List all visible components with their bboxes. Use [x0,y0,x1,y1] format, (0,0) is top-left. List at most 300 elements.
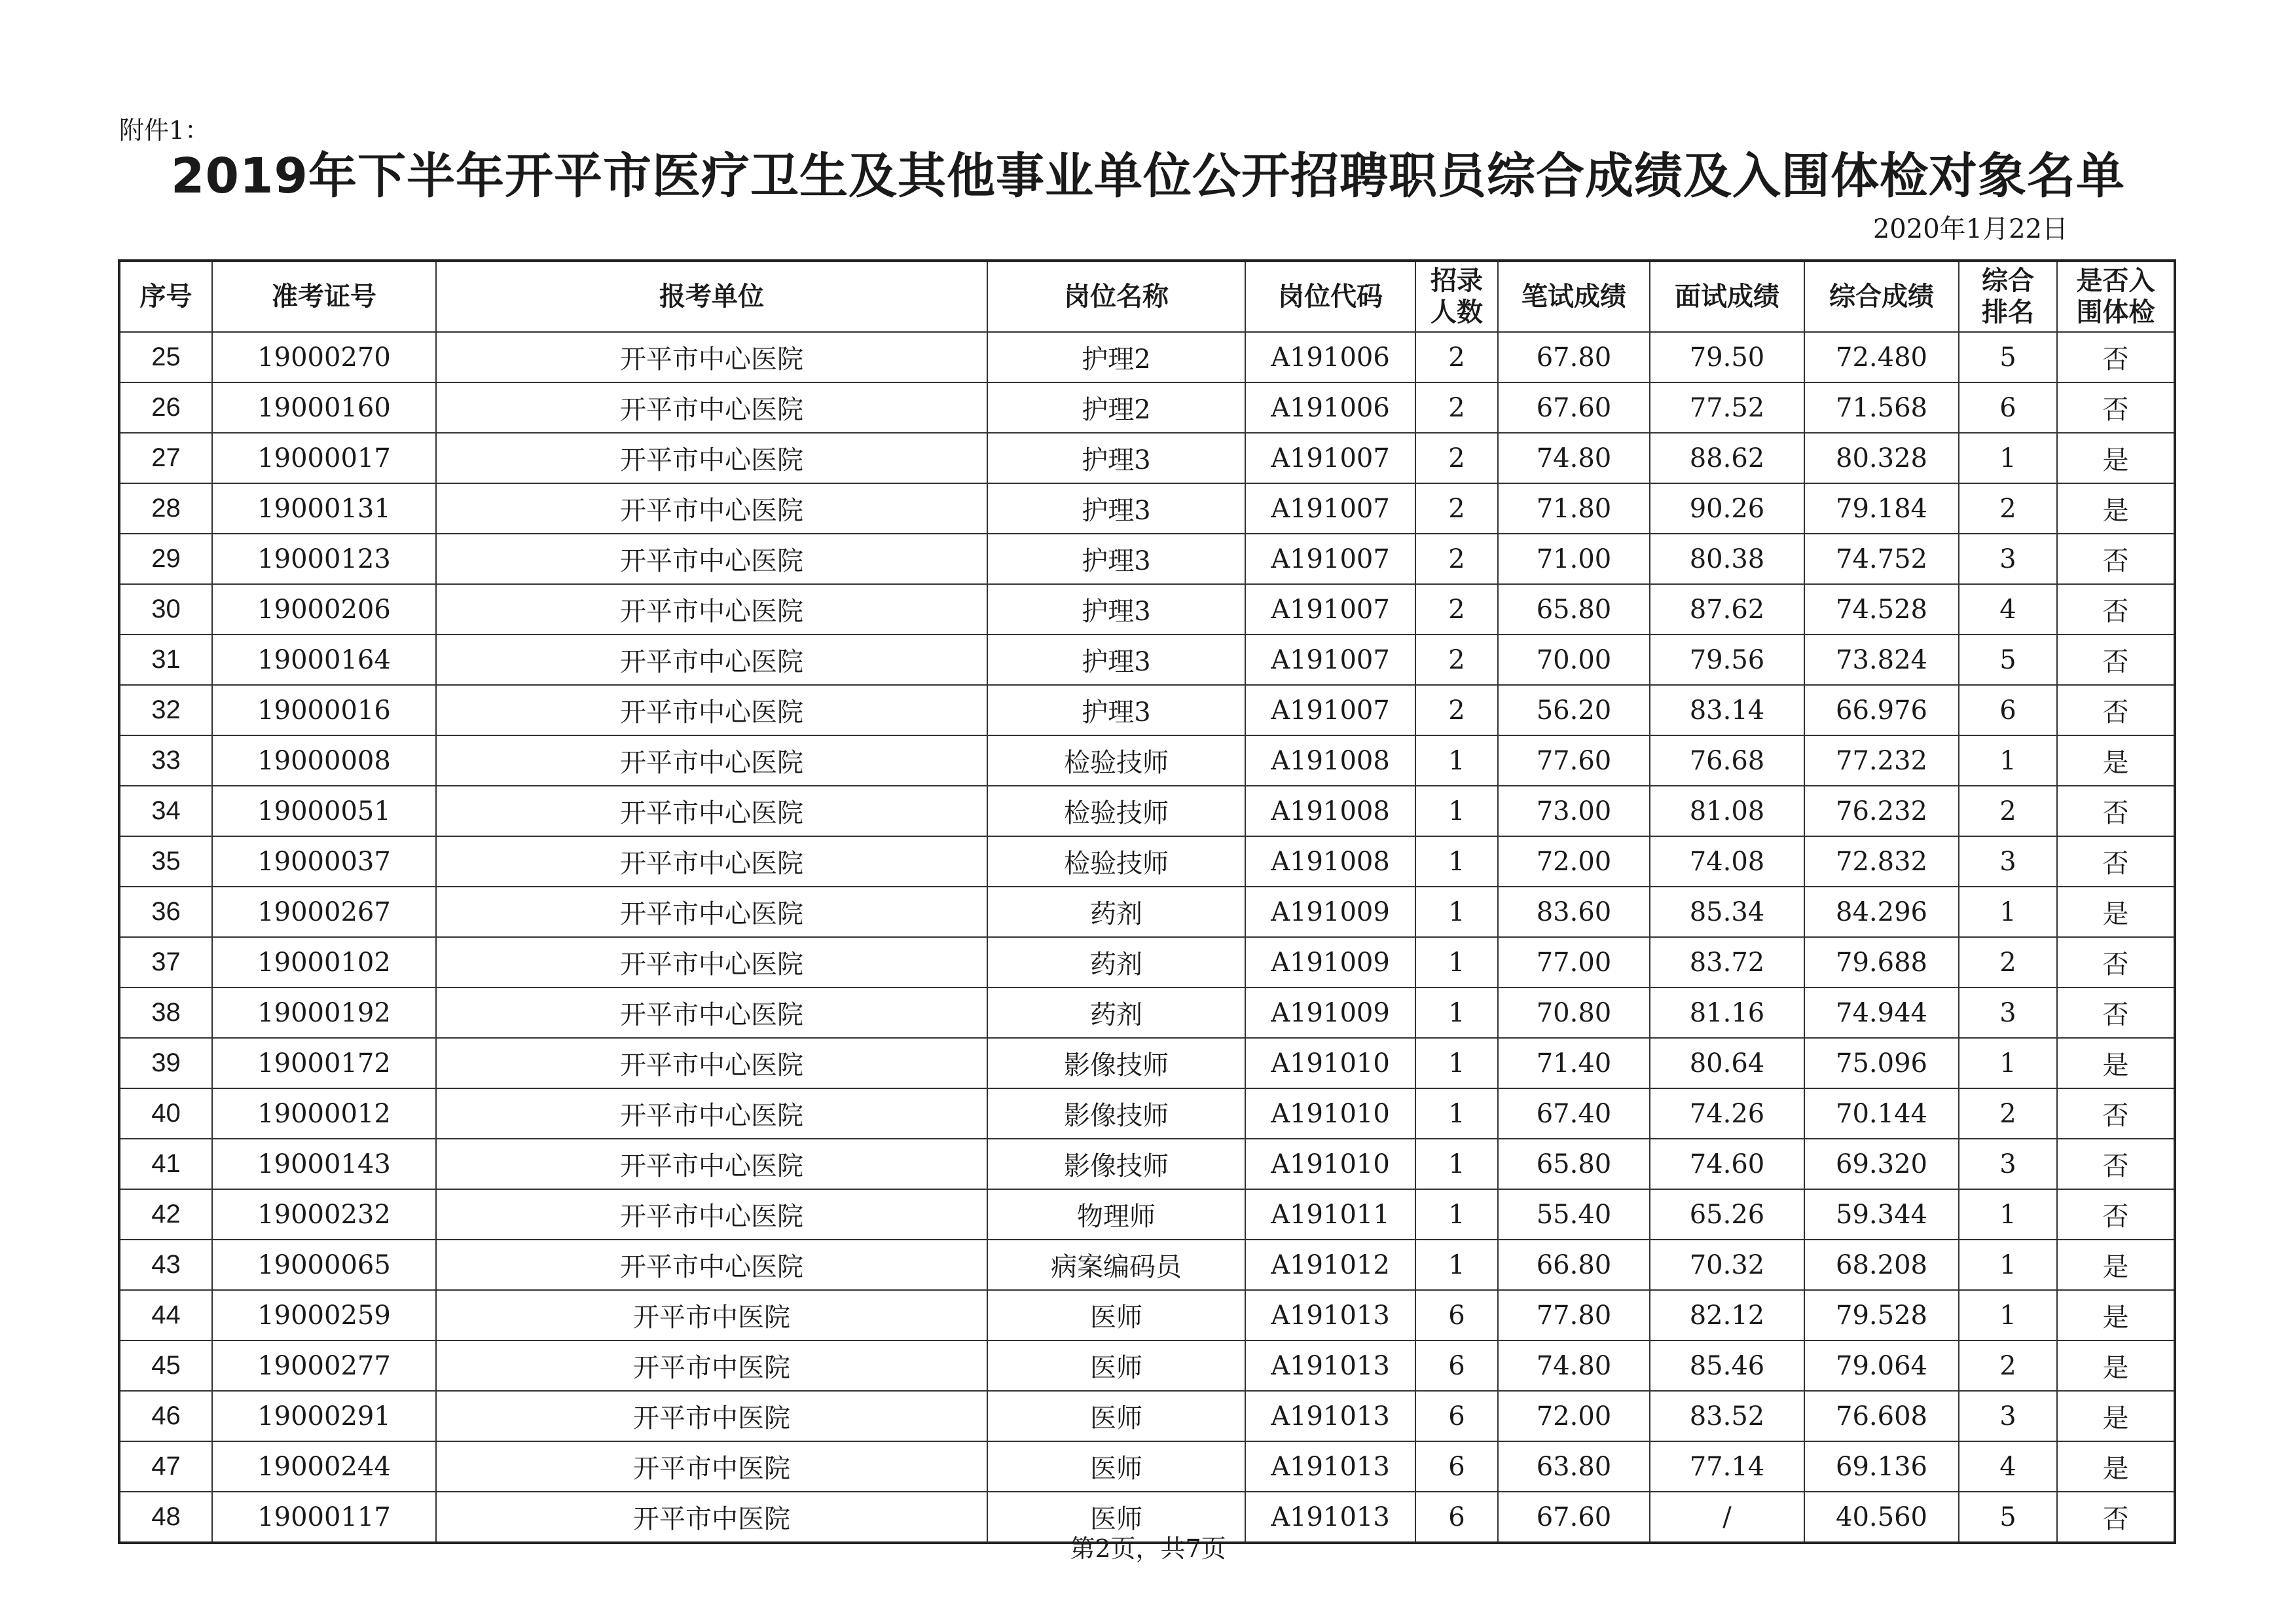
cell-quota: 2 [1415,483,1498,534]
cell-quota: 1 [1415,1139,1498,1189]
cell-position-code: A191006 [1245,332,1415,382]
col-header-written: 笔试成绩 [1498,261,1650,332]
cell-physical: 否 [2057,332,2175,382]
cell-position: 护理3 [987,685,1245,735]
cell-seq: 48 [119,1492,212,1543]
cell-unit: 开平市中心医院 [436,987,987,1038]
cell-total: 59.344 [1804,1189,1959,1240]
table-row [119,584,2175,635]
cell-physical: 是 [2057,1441,2175,1492]
cell-position: 影像技师 [987,1088,1245,1139]
cell-exam-no: 19000160 [212,382,436,433]
cell-physical: 是 [2057,1038,2175,1088]
cell-seq: 28 [119,483,212,534]
cell-position: 检验技师 [987,836,1245,887]
cell-interview: 74.60 [1650,1139,1804,1189]
cell-position: 护理3 [987,483,1245,534]
cell-seq: 41 [119,1139,212,1189]
cell-rank: 3 [1959,1391,2057,1441]
table-row [119,685,2175,735]
cell-seq: 44 [119,1290,212,1340]
cell-unit: 开平市中医院 [436,1441,987,1492]
cell-rank: 4 [1959,584,2057,635]
cell-physical: 是 [2057,1290,2175,1340]
cell-interview: / [1650,1492,1804,1543]
cell-written: 83.60 [1498,887,1650,937]
table-row [119,735,2175,786]
cell-quota: 2 [1415,382,1498,433]
cell-interview: 87.62 [1650,584,1804,635]
cell-unit: 开平市中心医院 [436,584,987,635]
cell-total: 72.480 [1804,332,1959,382]
cell-rank: 1 [1959,1290,2057,1340]
cell-unit: 开平市中医院 [436,1492,987,1543]
cell-written: 71.00 [1498,534,1650,584]
cell-interview: 80.64 [1650,1038,1804,1088]
cell-total: 72.832 [1804,836,1959,887]
cell-total: 66.976 [1804,685,1959,735]
cell-quota: 1 [1415,786,1498,836]
cell-position-code: A191007 [1245,635,1415,685]
cell-total: 79.688 [1804,937,1959,987]
cell-unit: 开平市中心医院 [436,332,987,382]
cell-position-code: A191013 [1245,1492,1415,1543]
cell-total: 40.560 [1804,1492,1959,1543]
cell-position-code: A191008 [1245,836,1415,887]
cell-rank: 1 [1959,1240,2057,1290]
cell-quota: 1 [1415,1240,1498,1290]
cell-quota: 2 [1415,534,1498,584]
cell-position-code: A191007 [1245,584,1415,635]
table-row [119,1391,2175,1441]
cell-position: 影像技师 [987,1038,1245,1088]
cell-interview: 88.62 [1650,433,1804,483]
table-row [119,887,2175,937]
cell-rank: 1 [1959,735,2057,786]
cell-interview: 79.56 [1650,635,1804,685]
cell-position-code: A191010 [1245,1038,1415,1088]
cell-seq: 47 [119,1441,212,1492]
cell-seq: 32 [119,685,212,735]
cell-written: 70.80 [1498,987,1650,1038]
cell-rank: 2 [1959,1340,2057,1391]
cell-physical: 否 [2057,1139,2175,1189]
cell-rank: 6 [1959,685,2057,735]
cell-interview: 83.14 [1650,685,1804,735]
cell-written: 70.00 [1498,635,1650,685]
cell-written: 67.60 [1498,1492,1650,1543]
cell-total: 71.568 [1804,382,1959,433]
cell-physical: 是 [2057,1240,2175,1290]
table-row [119,1139,2175,1189]
cell-seq: 35 [119,836,212,887]
cell-unit: 开平市中心医院 [436,1139,987,1189]
table-body [119,332,2175,1543]
cell-interview: 79.50 [1650,332,1804,382]
table-row [119,483,2175,534]
cell-unit: 开平市中医院 [436,1290,987,1340]
cell-exam-no: 19000259 [212,1290,436,1340]
cell-interview: 77.14 [1650,1441,1804,1492]
cell-physical: 否 [2057,786,2175,836]
cell-interview: 81.08 [1650,786,1804,836]
cell-seq: 37 [119,937,212,987]
cell-physical: 否 [2057,937,2175,987]
table-row [119,1088,2175,1139]
cell-quota: 1 [1415,735,1498,786]
table-row [119,1340,2175,1391]
cell-rank: 1 [1959,1189,2057,1240]
cell-position: 护理3 [987,534,1245,584]
cell-interview: 65.26 [1650,1189,1804,1240]
cell-interview: 82.12 [1650,1290,1804,1340]
cell-total: 74.752 [1804,534,1959,584]
table-row [119,1038,2175,1088]
cell-position-code: A191013 [1245,1441,1415,1492]
cell-seq: 34 [119,786,212,836]
cell-quota: 1 [1415,836,1498,887]
cell-seq: 43 [119,1240,212,1290]
cell-position: 医师 [987,1290,1245,1340]
table-row [119,1441,2175,1492]
cell-position-code: A191007 [1245,483,1415,534]
cell-position-code: A191011 [1245,1189,1415,1240]
cell-interview: 80.38 [1650,534,1804,584]
cell-physical: 是 [2057,433,2175,483]
cell-exam-no: 19000270 [212,332,436,382]
cell-total: 79.064 [1804,1340,1959,1391]
cell-interview: 77.52 [1650,382,1804,433]
cell-position: 医师 [987,1340,1245,1391]
col-header-quota [1415,261,1498,332]
cell-exam-no: 19000143 [212,1139,436,1189]
cell-quota: 6 [1415,1340,1498,1391]
cell-position: 检验技师 [987,786,1245,836]
cell-unit: 开平市中心医院 [436,786,987,836]
cell-physical: 否 [2057,685,2175,735]
cell-written: 67.60 [1498,382,1650,433]
cell-exam-no: 19000192 [212,987,436,1038]
table-row [119,836,2175,887]
cell-interview: 83.52 [1650,1391,1804,1441]
cell-position-code: A191007 [1245,685,1415,735]
col-header-unit: 报考单位 [436,261,987,332]
table-header-row [119,261,2175,332]
cell-position: 检验技师 [987,735,1245,786]
cell-physical: 否 [2057,987,2175,1038]
cell-exam-no: 19000206 [212,584,436,635]
cell-rank: 5 [1959,635,2057,685]
col-header-quota-text: 招录人数 [1430,266,1483,327]
cell-exam-no: 19000012 [212,1088,436,1139]
col-header-interview: 面试成绩 [1650,261,1804,332]
cell-position-code: A191013 [1245,1340,1415,1391]
cell-position-code: A191010 [1245,1088,1415,1139]
cell-exam-no: 19000164 [212,635,436,685]
col-header-physical [2057,261,2175,332]
cell-total: 74.944 [1804,987,1959,1038]
cell-unit: 开平市中心医院 [436,1038,987,1088]
cell-total: 79.184 [1804,483,1959,534]
cell-seq: 30 [119,584,212,635]
cell-exam-no: 19000037 [212,836,436,887]
cell-unit: 开平市中心医院 [436,1189,987,1240]
cell-rank: 2 [1959,483,2057,534]
cell-position-code: A191009 [1245,937,1415,987]
cell-physical: 是 [2057,887,2175,937]
cell-physical: 否 [2057,836,2175,887]
cell-position-code: A191013 [1245,1391,1415,1441]
cell-position: 护理2 [987,332,1245,382]
table-row [119,433,2175,483]
table-row [119,332,2175,382]
table-row [119,1189,2175,1240]
cell-physical: 否 [2057,534,2175,584]
cell-rank: 3 [1959,836,2057,887]
cell-position-code: A191008 [1245,786,1415,836]
cell-total: 73.824 [1804,635,1959,685]
col-header-rank-text: 综合排名 [1982,266,2034,327]
table-row [119,1240,2175,1290]
cell-written: 77.00 [1498,937,1650,987]
cell-position: 影像技师 [987,1139,1245,1189]
cell-rank: 2 [1959,937,2057,987]
cell-position-code: A191007 [1245,433,1415,483]
cell-quota: 2 [1415,433,1498,483]
cell-position-code: A191010 [1245,1139,1415,1189]
col-header-total: 综合成绩 [1804,261,1959,332]
cell-exam-no: 19000123 [212,534,436,584]
cell-unit: 开平市中心医院 [436,1240,987,1290]
cell-exam-no: 19000065 [212,1240,436,1290]
cell-physical: 否 [2057,635,2175,685]
cell-unit: 开平市中医院 [436,1391,987,1441]
cell-quota: 2 [1415,332,1498,382]
cell-quota: 6 [1415,1492,1498,1543]
cell-seq: 36 [119,887,212,937]
cell-written: 71.80 [1498,483,1650,534]
cell-rank: 1 [1959,433,2057,483]
cell-seq: 42 [119,1189,212,1240]
cell-exam-no: 19000172 [212,1038,436,1088]
cell-physical: 是 [2057,735,2175,786]
cell-exam-no: 19000017 [212,433,436,483]
col-header-position-code: 岗位代码 [1245,261,1415,332]
cell-unit: 开平市中心医院 [436,483,987,534]
cell-exam-no: 19000291 [212,1391,436,1441]
cell-unit: 开平市中心医院 [436,887,987,937]
cell-unit: 开平市中心医院 [436,534,987,584]
cell-physical: 否 [2057,1189,2175,1240]
cell-written: 74.80 [1498,433,1650,483]
cell-position: 护理3 [987,584,1245,635]
cell-position: 医师 [987,1391,1245,1441]
cell-position: 医师 [987,1492,1245,1543]
results-table [118,259,2176,1544]
cell-written: 65.80 [1498,1139,1650,1189]
cell-position: 药剂 [987,937,1245,987]
cell-seq: 33 [119,735,212,786]
cell-position-code: A191008 [1245,735,1415,786]
cell-exam-no: 19000232 [212,1189,436,1240]
cell-position: 病案编码员 [987,1240,1245,1290]
cell-interview: 74.08 [1650,836,1804,887]
cell-physical: 否 [2057,1492,2175,1543]
cell-exam-no: 19000051 [212,786,436,836]
cell-interview: 90.26 [1650,483,1804,534]
cell-total: 77.232 [1804,735,1959,786]
cell-total: 68.208 [1804,1240,1959,1290]
cell-exam-no: 19000277 [212,1340,436,1391]
cell-written: 77.80 [1498,1290,1650,1340]
cell-physical: 是 [2057,1391,2175,1441]
col-header-exam-no: 准考证号 [212,261,436,332]
cell-rank: 6 [1959,382,2057,433]
cell-quota: 2 [1415,685,1498,735]
cell-written: 77.60 [1498,735,1650,786]
page-footer: 第2页，共7页 [1070,1534,1226,1563]
cell-interview: 85.34 [1650,887,1804,937]
cell-quota: 6 [1415,1441,1498,1492]
cell-written: 63.80 [1498,1441,1650,1492]
cell-exam-no: 19000131 [212,483,436,534]
cell-quota: 1 [1415,887,1498,937]
cell-rank: 3 [1959,1139,2057,1189]
cell-rank: 2 [1959,786,2057,836]
cell-unit: 开平市中心医院 [436,685,987,735]
cell-interview: 74.26 [1650,1088,1804,1139]
table-row [119,1290,2175,1340]
cell-written: 67.80 [1498,332,1650,382]
attachment-label: 附件1： [119,116,210,145]
cell-exam-no: 19000267 [212,887,436,937]
cell-unit: 开平市中心医院 [436,735,987,786]
cell-rank: 2 [1959,1088,2057,1139]
cell-quota: 2 [1415,584,1498,635]
cell-written: 65.80 [1498,584,1650,635]
cell-exam-no: 19000244 [212,1441,436,1492]
cell-total: 70.144 [1804,1088,1959,1139]
cell-position: 护理3 [987,635,1245,685]
cell-written: 73.00 [1498,786,1650,836]
cell-rank: 3 [1959,987,2057,1038]
cell-position-code: A191012 [1245,1240,1415,1290]
cell-seq: 40 [119,1088,212,1139]
cell-position: 护理2 [987,382,1245,433]
col-header-position: 岗位名称 [987,261,1245,332]
cell-written: 55.40 [1498,1189,1650,1240]
table-row [119,534,2175,584]
table-row [119,635,2175,685]
cell-interview: 81.16 [1650,987,1804,1038]
cell-exam-no: 19000102 [212,937,436,987]
cell-exam-no: 19000117 [212,1492,436,1543]
cell-interview: 83.72 [1650,937,1804,987]
cell-interview: 85.46 [1650,1340,1804,1391]
cell-rank: 5 [1959,1492,2057,1543]
cell-quota: 2 [1415,635,1498,685]
cell-unit: 开平市中心医院 [436,1088,987,1139]
table-row [119,382,2175,433]
cell-position-code: A191007 [1245,534,1415,584]
cell-unit: 开平市中心医院 [436,937,987,987]
cell-quota: 1 [1415,1189,1498,1240]
cell-position: 护理3 [987,433,1245,483]
cell-unit: 开平市中心医院 [436,836,987,887]
cell-seq: 25 [119,332,212,382]
cell-unit: 开平市中心医院 [436,433,987,483]
cell-interview: 76.68 [1650,735,1804,786]
cell-rank: 5 [1959,332,2057,382]
cell-position: 药剂 [987,887,1245,937]
cell-position-code: A191009 [1245,887,1415,937]
table-row [119,937,2175,987]
cell-written: 72.00 [1498,836,1650,887]
cell-unit: 开平市中医院 [436,1340,987,1391]
cell-written: 66.80 [1498,1240,1650,1290]
cell-position: 医师 [987,1441,1245,1492]
cell-position: 物理师 [987,1189,1245,1240]
col-header-physical-text: 是否入围体检 [2076,266,2155,327]
cell-written: 74.80 [1498,1340,1650,1391]
cell-position-code: A191009 [1245,987,1415,1038]
cell-written: 71.40 [1498,1038,1650,1088]
cell-quota: 1 [1415,987,1498,1038]
cell-seq: 45 [119,1340,212,1391]
cell-rank: 1 [1959,1038,2057,1088]
cell-total: 80.328 [1804,433,1959,483]
cell-position-code: A191006 [1245,382,1415,433]
cell-physical: 否 [2057,382,2175,433]
cell-written: 72.00 [1498,1391,1650,1441]
cell-seq: 26 [119,382,212,433]
cell-physical: 否 [2057,584,2175,635]
cell-seq: 39 [119,1038,212,1088]
cell-physical: 否 [2057,1088,2175,1139]
cell-written: 67.40 [1498,1088,1650,1139]
cell-physical: 是 [2057,483,2175,534]
cell-rank: 4 [1959,1441,2057,1492]
cell-seq: 27 [119,433,212,483]
cell-quota: 1 [1415,937,1498,987]
cell-total: 69.136 [1804,1441,1959,1492]
cell-seq: 29 [119,534,212,584]
cell-total: 69.320 [1804,1139,1959,1189]
cell-rank: 3 [1959,534,2057,584]
col-header-rank [1959,261,2057,332]
cell-quota: 6 [1415,1290,1498,1340]
cell-total: 79.528 [1804,1290,1959,1340]
cell-interview: 70.32 [1650,1240,1804,1290]
cell-physical: 是 [2057,1340,2175,1391]
cell-written: 56.20 [1498,685,1650,735]
cell-position: 药剂 [987,987,1245,1038]
cell-total: 76.608 [1804,1391,1959,1441]
cell-seq: 38 [119,987,212,1038]
table-row [119,786,2175,836]
document-title: 2019年下半年开平市医疗卫生及其他事业单位公开招聘职员综合成绩及入围体检对象名单 [171,148,2125,204]
cell-unit: 开平市中心医院 [436,382,987,433]
cell-quota: 6 [1415,1391,1498,1441]
table-row [119,987,2175,1038]
document-date: 2020年1月22日 [1872,214,2068,244]
col-header-seq: 序号 [119,261,212,332]
cell-quota: 1 [1415,1088,1498,1139]
cell-rank: 1 [1959,887,2057,937]
cell-exam-no: 19000016 [212,685,436,735]
cell-seq: 31 [119,635,212,685]
cell-total: 76.232 [1804,786,1959,836]
